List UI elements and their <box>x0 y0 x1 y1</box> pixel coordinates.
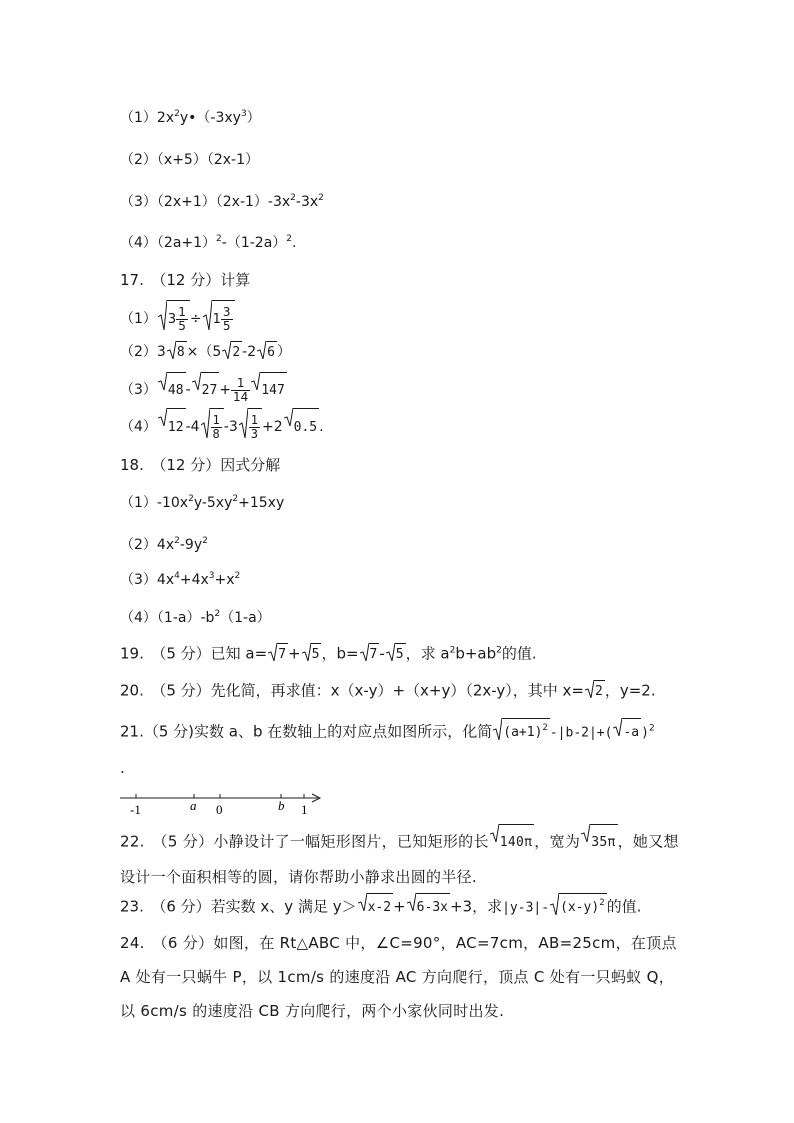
tick-label: 0 <box>216 802 223 817</box>
radical: 147 <box>251 372 286 408</box>
radical: 5 <box>386 643 406 665</box>
radical: 7 <box>360 643 380 665</box>
radical: 12 <box>158 408 186 446</box>
radical: x-2 <box>358 893 393 921</box>
q22: 22. （5 分）小静设计了一幅矩形图片，已知矩形的长 140π ，宽为 35π ，她又想设计一个面积相等的圆，请你帮助小静求出圆的半径. <box>120 824 680 894</box>
q17-part-1: （1） 3 $\frac{1}{5}$ ÷ 1 $\frac{3}{5}$ <box>120 300 235 338</box>
radical: 1 $\frac{3}{5}$ <box>203 300 235 338</box>
fraction: $\frac{1}{14}$ <box>233 375 249 404</box>
q18-title: 18. （12 分）因式分解 <box>120 456 281 474</box>
fraction: $\frac{1}{8}$ <box>212 413 220 441</box>
q18-part-3: $(3)4x^4+4x^3+x^2$ <box>120 571 241 588</box>
radical: 2 <box>585 680 605 702</box>
tick-label: 1 <box>301 802 308 817</box>
q18-part-1: $(1)-10x^2y-5xy^2+15xy$ <box>120 494 285 511</box>
radical: 140π <box>490 824 535 860</box>
q18-part-4: $(4)(1-a)-b^2(1-a)$ <box>120 609 271 626</box>
radical: 27 <box>192 372 220 408</box>
radical <box>239 408 262 446</box>
number-line <box>118 786 328 818</box>
problem-2: （2）（x+5）（2x-1） <box>120 152 259 168</box>
q21-period: . <box>120 759 125 777</box>
radical: 6 <box>257 341 277 363</box>
q17-title: 17. （12 分）计算 <box>120 271 251 289</box>
radical: 5 <box>302 643 322 665</box>
radical: 35π <box>581 824 617 860</box>
point-label-b: b <box>278 798 285 813</box>
fraction: $\frac{1}{5}$ <box>178 305 186 333</box>
q21: 21.（5 分)实数 a、b 在数轴上的对应点如图所示，化简 $(a+1)^2$ -|b-2|+( -a )$^2$ <box>120 718 655 747</box>
radical <box>201 408 224 446</box>
q18-part-2: $(2)4x^2-9y^2$ <box>120 536 208 553</box>
fraction: $\frac{3}{5}$ <box>222 305 231 333</box>
q17-part-3: （3） 48 - 27 + $\frac{1}{14}$ 147 <box>120 372 287 408</box>
radical: 8 <box>167 341 187 363</box>
problem-3: $(3)(2x+1)(2x-1)-3x^2-3x^2$ <box>120 193 324 210</box>
point-label-a: a <box>190 798 197 813</box>
tick-label: -1 <box>130 802 141 817</box>
q19: 19. （5 分）已知 a= 7 + 5 ，b= 7 - 5 ，求 $a^2b+ab^2$的值. <box>120 643 537 665</box>
radical: 0.5 <box>284 408 319 446</box>
q17-part-4: （4） 12 -4 $\frac{1}{8}$ -3 $\frac{1}{3}$ +2 0.5 . <box>120 408 324 446</box>
q23: 23. （6 分）若实数 x、y 满足 y＞ x-2 + 6-3x +3，求|y-3|- $(x-y)^2$ 的值. <box>120 893 641 922</box>
fraction: $\frac{1}{3}$ <box>250 413 258 441</box>
q24: 24. （6 分）如图，在 Rt△ABC 中，∠C=90°，AC=7cm，AB=25cm，在顶点 A 处有一只蜗牛 P，以 1cm/s 的速度沿 AC 方向爬行，顶点 C 处有一只蚂蚁 Q，以 6cm/s 的速度沿 CB 方向爬行，两个小家伙同时出发. <box>120 934 677 1020</box>
radical: 6-3x <box>407 893 450 921</box>
radical: 7 <box>268 643 288 665</box>
q17-part-2: （2）3 8 ×（5 2 -2 6 ） <box>120 341 291 363</box>
radical: 3 $\frac{1}{5}$ <box>158 300 190 338</box>
radical: -a <box>613 718 641 746</box>
radical: 48 <box>158 372 186 408</box>
radical: $(x-y)^2$ <box>550 893 607 921</box>
q20: 20. （5 分）先化简，再求值：x（x-y）+（x+y）（2x-y），其中 x= 2 ，y=2. <box>120 680 656 702</box>
problem-1: $(1)2x^2y•(-3xy^3)$ <box>120 109 261 126</box>
radical: $(a+1)^2$ <box>493 718 550 746</box>
problem-4: $(4)(2a+1)^2-(1-2a)^2$. <box>120 234 297 251</box>
radical: 2 <box>222 341 242 363</box>
